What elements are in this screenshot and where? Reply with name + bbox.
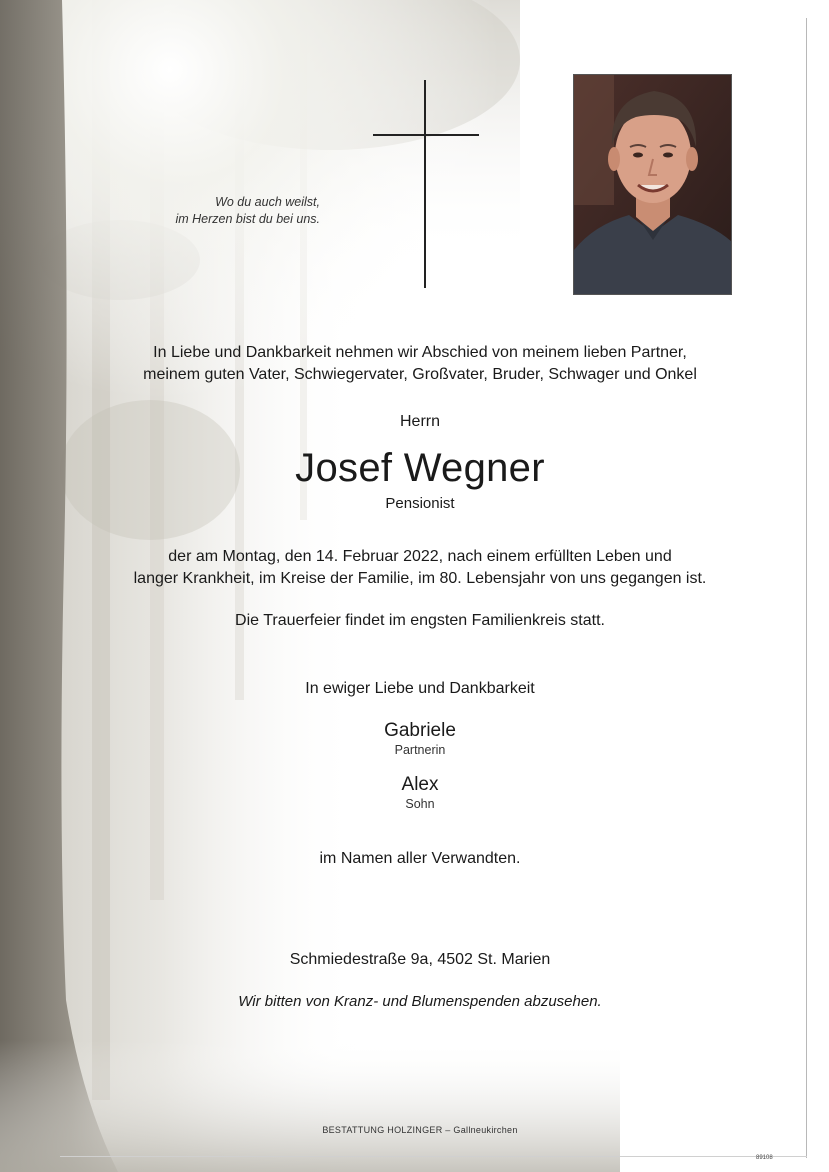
mourner-relation: Sohn	[405, 797, 435, 811]
print-code: 89108	[756, 1155, 773, 1161]
death-notice-line-1: der am Montag, den 14. Februar 2022, nach einem erfüllten Leben und	[168, 548, 672, 565]
cross-symbol	[373, 80, 479, 288]
memorial-quote	[120, 194, 320, 228]
ceremony-notice: Die Trauerfeier findet im engsten Familienkreis statt.	[235, 612, 605, 629]
intro-text	[60, 342, 780, 386]
family-address: Schmiedestraße 9a, 4502 St. Marien	[289, 951, 551, 968]
mourner-name: Gabriele	[384, 720, 456, 741]
intro-line-2: meinem guten Vater, Schwiegervater, Großvater, Bruder, Schwager und Onkel	[143, 366, 697, 383]
quote-line-2: im Herzen bist du bei uns.	[175, 212, 320, 226]
intro-line-1: In Liebe und Dankbarkeit nehmen wir Abschied von meinem lieben Partner,	[153, 344, 687, 361]
cross-vertical-bar	[424, 80, 426, 288]
deceased-name: Josef Wegner	[295, 446, 545, 490]
bottom-border-line	[60, 1156, 807, 1157]
right-border-line	[806, 18, 807, 1158]
death-notice-line-2: langer Krankheit, im Kreise der Familie, im 80. Lebensjahr von uns gegangen ist.	[133, 570, 707, 587]
portrait-photo	[573, 74, 732, 295]
mourner-name: Alex	[401, 774, 439, 795]
donation-request: Wir bitten von Kranz- und Blumenspenden abzusehen.	[238, 993, 602, 1010]
salutation: Herrn	[399, 413, 440, 430]
deceased-occupation: Pensionist	[385, 495, 455, 512]
cross-horizontal-bar	[373, 134, 479, 136]
quote-line-1: Wo du auch weilst,	[215, 195, 320, 209]
death-notice	[60, 546, 780, 590]
portrait-illustration	[574, 75, 732, 295]
mourner-entry	[60, 774, 780, 812]
closing-phrase: In ewiger Liebe und Dankbarkeit	[305, 680, 535, 697]
relatives-line: im Namen aller Verwandten.	[319, 850, 521, 867]
mourner-entry	[60, 720, 780, 758]
mourner-relation: Partnerin	[394, 743, 446, 757]
funeral-home-credit: BESTATTUNG HOLZINGER – Gallneukirchen	[322, 1125, 518, 1135]
